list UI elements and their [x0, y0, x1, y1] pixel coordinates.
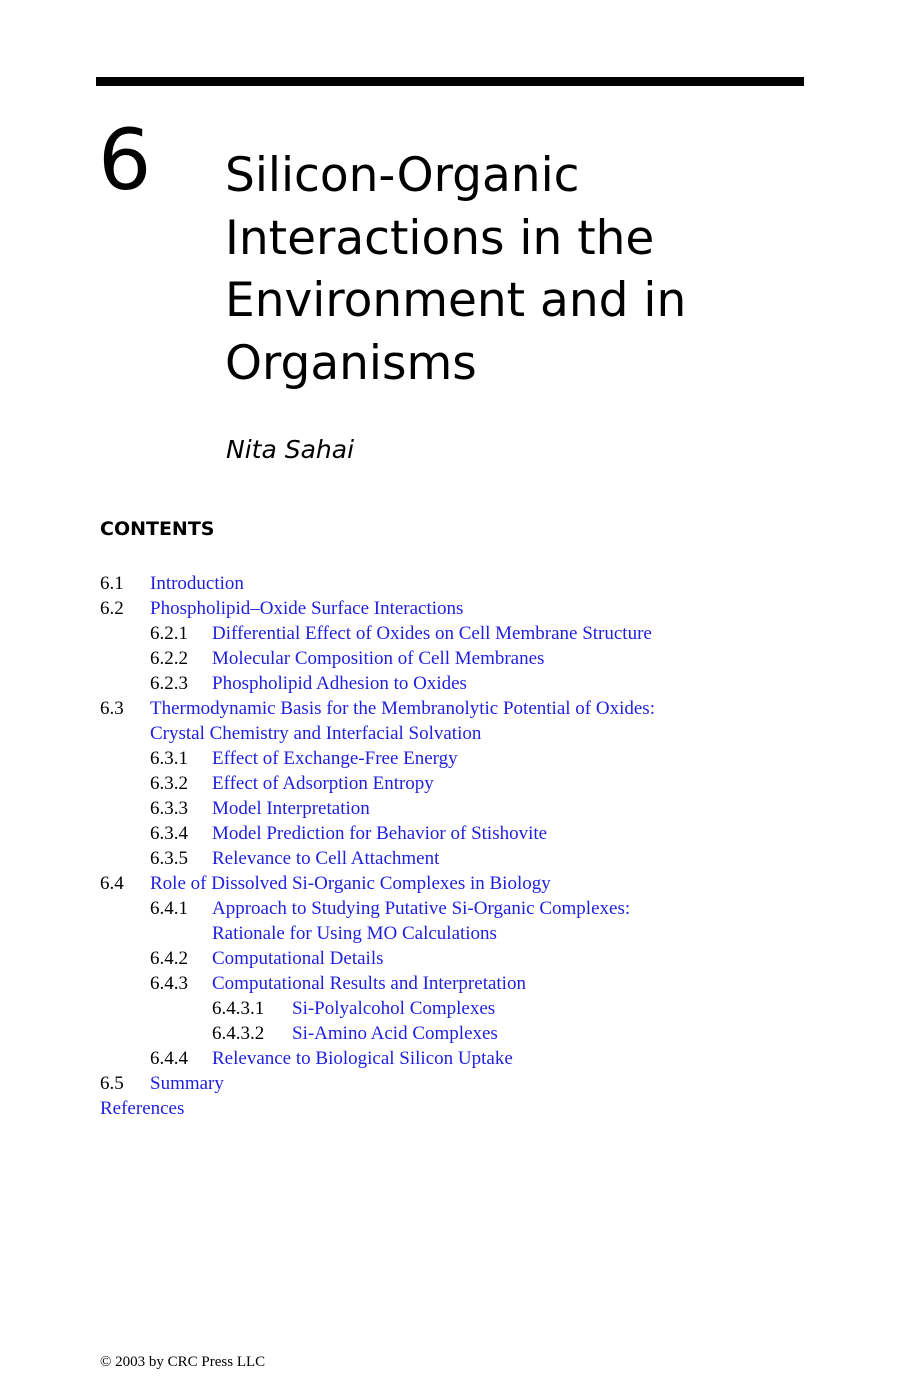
chapter-title	[225, 145, 785, 395]
chapter-author: Nita Sahai	[226, 435, 355, 464]
toc-link[interactable]: Effect of Exchange-Free Energy	[212, 748, 458, 769]
toc-entry-number: 6.4.2	[150, 948, 188, 969]
chapter-number: 6	[98, 111, 152, 209]
toc-link[interactable]: Si-Amino Acid Complexes	[292, 1023, 498, 1044]
toc-entry	[100, 696, 800, 721]
toc-link[interactable]: Phospholipid–Oxide Surface Interactions	[150, 598, 464, 619]
toc-entry-number: 6.2	[100, 598, 124, 619]
toc-entry	[100, 846, 800, 871]
toc-link-introduction[interactable]: Introduction	[150, 573, 244, 594]
toc-link[interactable]: Model Prediction for Behavior of Stishovite	[212, 823, 548, 844]
toc-entry	[100, 896, 800, 921]
toc-entry-number: 6.3.2	[150, 773, 188, 794]
toc-link[interactable]: Si-Polyalcohol Complexes	[292, 998, 496, 1019]
toc-entry-number: 6.3.1	[150, 748, 188, 769]
toc-link[interactable]: Relevance to Cell Attachment	[212, 848, 440, 869]
toc-entry-number: 6.4	[100, 873, 124, 894]
chapter-title-line: Organisms	[225, 335, 477, 391]
toc-link-references[interactable]: References	[100, 1098, 185, 1119]
toc-entry-number: 6.4.3	[150, 973, 188, 994]
toc-link[interactable]: Model Interpretation	[212, 798, 370, 819]
toc-link[interactable]: Rationale for Using MO Calculations	[212, 923, 497, 944]
toc-link[interactable]: Relevance to Biological Silicon Uptake	[212, 1048, 513, 1069]
toc-link[interactable]: Differential Effect of Oxides on Cell Membrane Structure	[212, 623, 652, 644]
toc-link[interactable]: Crystal Chemistry and Interfacial Solvation	[150, 723, 482, 744]
toc-entry-number: 6.5	[100, 1073, 124, 1094]
toc-entry-number: 6.1	[100, 573, 124, 594]
toc-link[interactable]: Molecular Composition of Cell Membranes	[212, 648, 545, 669]
toc-link[interactable]: Phospholipid Adhesion to Oxides	[212, 673, 467, 694]
chapter-title-line: Interactions in the	[225, 210, 655, 266]
toc-entry	[100, 1096, 800, 1121]
toc-entry-number: 6.2.1	[150, 623, 188, 644]
copyright-notice: © 2003 by CRC Press LLC	[100, 1354, 266, 1370]
toc-entry	[100, 971, 800, 996]
toc-entry-number: 6.4.3.1	[212, 998, 265, 1019]
contents-heading: CONTENTS	[100, 518, 215, 540]
toc-link[interactable]: Thermodynamic Basis for the Membranolytic Potential of Oxides:	[150, 698, 655, 719]
toc-entry-number: 6.4.4	[150, 1048, 188, 1069]
toc-entry-number: 6.2.2	[150, 648, 188, 669]
toc-entry	[100, 571, 800, 596]
toc-link[interactable]: Computational Results and Interpretation	[212, 973, 526, 994]
toc-entry-number: 6.4.1	[150, 898, 188, 919]
toc-entry-number: 6.2.3	[150, 673, 188, 694]
toc-entry	[100, 796, 800, 821]
toc-entry-number: 6.4.3.2	[212, 1023, 265, 1044]
toc-entry	[100, 946, 800, 971]
toc-entry	[100, 671, 800, 696]
toc-entry	[100, 646, 800, 671]
toc-entry	[100, 771, 800, 796]
toc-link[interactable]: Approach to Studying Putative Si-Organic Complexes:	[212, 898, 631, 919]
toc-entry	[100, 1071, 800, 1096]
toc-entry-number: 6.3.3	[150, 798, 188, 819]
toc-entry-number: 6.3	[100, 698, 124, 719]
toc-link[interactable]: Computational Details	[212, 948, 384, 969]
toc-entry	[100, 871, 800, 896]
toc-link[interactable]: Role of Dissolved Si-Organic Complexes in Biology	[150, 873, 551, 894]
toc-entry	[100, 621, 800, 646]
toc-entry-number: 6.3.4	[150, 823, 188, 844]
toc-entry	[100, 746, 800, 771]
toc-entry	[100, 996, 800, 1021]
chapter-top-rule	[96, 77, 804, 86]
toc-entry-continuation	[100, 721, 800, 746]
toc-entry	[100, 821, 800, 846]
toc-link-summary[interactable]: Summary	[150, 1073, 224, 1094]
table-of-contents	[100, 571, 800, 1121]
toc-link[interactable]: Effect of Adsorption Entropy	[212, 773, 434, 794]
chapter-title-line: Environment and in	[225, 273, 687, 328]
toc-entry-number: 6.3.5	[150, 848, 188, 869]
toc-entry-continuation	[100, 921, 800, 946]
toc-entry	[100, 596, 800, 621]
toc-entry	[100, 1021, 800, 1046]
chapter-title-line: Silicon-Organic	[225, 148, 580, 203]
toc-entry	[100, 1046, 800, 1071]
